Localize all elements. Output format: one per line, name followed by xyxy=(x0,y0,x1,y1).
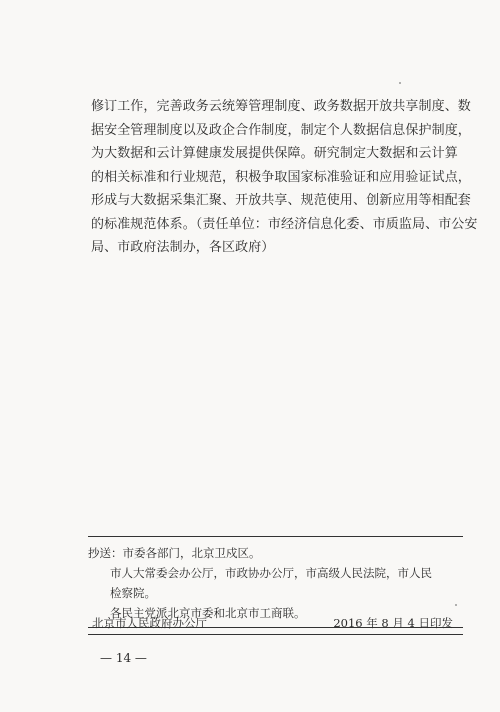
scan-speck xyxy=(455,604,457,606)
scan-speck xyxy=(399,82,401,84)
body-paragraph xyxy=(91,95,478,260)
distribution-line: 市人大常委会办公厅，市政协办公厅，市高级人民法院，市人民 xyxy=(110,566,432,580)
distribution-line: 检察院。 xyxy=(110,586,156,600)
body-line: 修订工作，完善政务云统筹管理制度、政务数据开放共享制度、数 xyxy=(91,99,471,114)
issuer-row xyxy=(88,612,463,635)
body-line: 的标准规范体系。（责任单位：市经济信息化委、市质监局、市公安 xyxy=(91,216,478,232)
body-line: 形成与大数据采集汇聚、开放共享、规范使用、创新应用等相配套 xyxy=(91,193,471,208)
body-line: 局、市政府法制办，各区政府） xyxy=(91,240,275,255)
body-line: 为大数据和云计算健康发展提供保障。研究制定大数据和云计算 xyxy=(91,146,458,161)
distribution-line: 各民主党派北京市委和北京市工商联。 xyxy=(110,606,306,620)
issue-date: 2016 年 8 月 4 日印发 xyxy=(333,616,453,630)
body-line: 据安全管理制度以及政企合作制度，制定个人数据信息保护制度， xyxy=(91,122,471,138)
issuing-office: 北京市人民政府办公厅 xyxy=(92,616,207,630)
page-number: — 14 — xyxy=(100,651,147,665)
distribution-line: 抄送：市委各部门，北京卫戍区。 xyxy=(88,546,261,560)
body-line: 的相关标准和行业规范，积极争取国家标准验证和应用验证试点， xyxy=(91,169,471,185)
